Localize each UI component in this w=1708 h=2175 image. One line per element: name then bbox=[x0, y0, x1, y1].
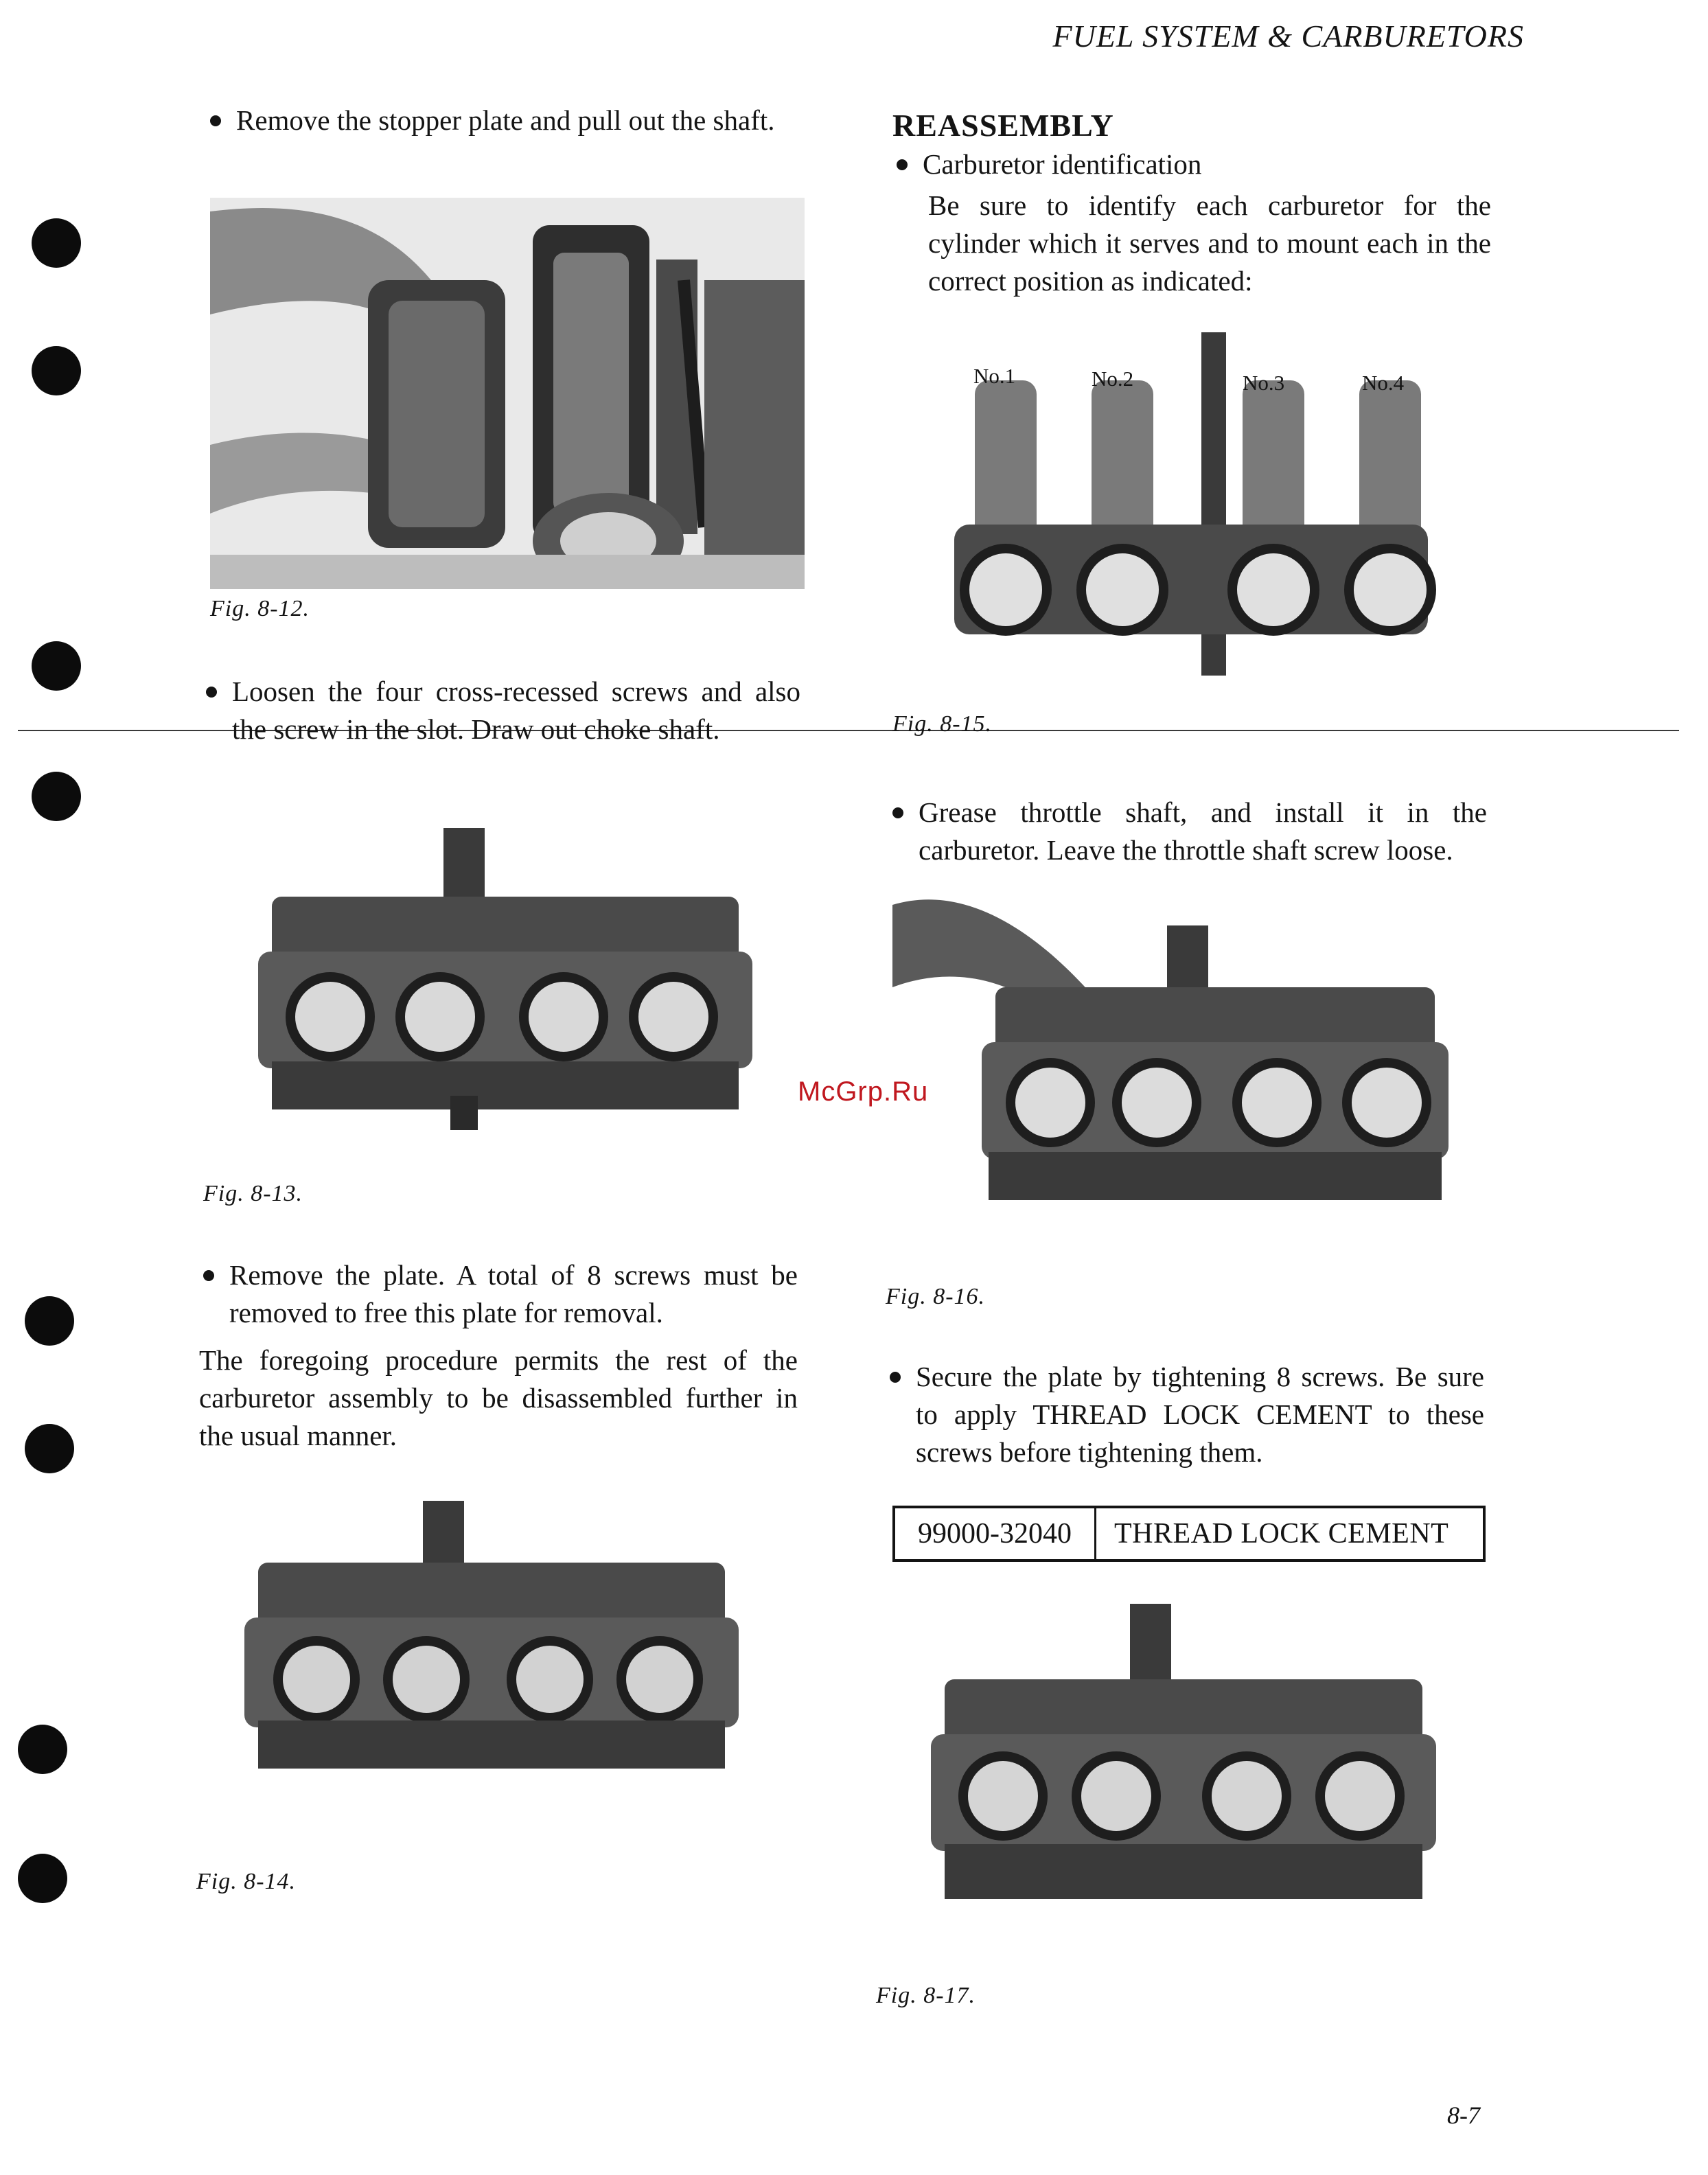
right-step-2-text: Grease throttle shaft, and install it in the carburetor. Leave the throttle shaft screw loose. bbox=[919, 796, 1487, 866]
bullet-icon bbox=[892, 807, 903, 818]
carb-label-no4: No.4 bbox=[1362, 371, 1405, 395]
punch-hole bbox=[18, 1854, 67, 1903]
fig-8-17-caption: Fig. 8-17. bbox=[876, 1983, 976, 2008]
left-step-1 bbox=[210, 102, 805, 139]
photo-fig-8-14 bbox=[238, 1501, 746, 1789]
left-step-3-text: Remove the plate. A total of 8 screws must be removed to free this plate for removal. bbox=[229, 1259, 798, 1328]
bullet-icon bbox=[897, 159, 908, 170]
left-step-2 bbox=[206, 673, 800, 748]
thread-lock-spec-box bbox=[892, 1506, 1486, 1562]
carb-label-no1: No.1 bbox=[973, 364, 1016, 388]
punch-hole bbox=[32, 346, 81, 395]
bullet-icon bbox=[206, 687, 217, 698]
watermark-text: McGrp.Ru bbox=[798, 1077, 929, 1107]
fig-8-13-caption: Fig. 8-13. bbox=[203, 1181, 303, 1206]
carb-label-no3: No.3 bbox=[1243, 371, 1285, 395]
carb-label-no2: No.2 bbox=[1092, 367, 1134, 391]
photo-fig-8-16 bbox=[892, 884, 1455, 1221]
photo-fig-8-17 bbox=[924, 1604, 1443, 1926]
spec-part-number: 99000-32040 bbox=[895, 1508, 1096, 1559]
fig-8-16-caption: Fig. 8-16. bbox=[886, 1284, 986, 1309]
bullet-icon bbox=[890, 1372, 901, 1383]
right-step-1-body: Be sure to identify each carburetor for the cylinder which it serves and to mount each in the correct position as indicated: bbox=[928, 189, 1491, 297]
punch-hole bbox=[32, 218, 81, 268]
fig-8-15-caption: Fig. 8-15. bbox=[892, 711, 993, 737]
carburetor-disassembly-photo bbox=[210, 198, 805, 589]
left-step-3 bbox=[203, 1256, 798, 1332]
spec-part-name: THREAD LOCK CEMENT bbox=[1114, 1518, 1449, 1550]
right-step-1 bbox=[897, 146, 1491, 183]
page-number: 8-7 bbox=[1447, 2102, 1480, 2129]
plate-secured-photo bbox=[924, 1604, 1443, 1926]
photo-fig-8-12 bbox=[210, 198, 805, 589]
carburetor-bank-photo bbox=[244, 828, 766, 1130]
section-header: FUEL SYSTEM & CARBURETORS bbox=[1052, 19, 1524, 54]
reassembly-title: REASSEMBLY bbox=[892, 108, 1114, 143]
fig-8-12-caption: Fig. 8-12. bbox=[210, 596, 310, 621]
bullet-icon bbox=[203, 1270, 214, 1281]
punch-hole bbox=[32, 772, 81, 821]
left-step-2-text: Loosen the four cross-recessed screws and also the screw in the slot. Draw out choke shaft. bbox=[232, 676, 800, 745]
right-step-1-head: Carburetor identification bbox=[923, 148, 1202, 180]
left-step-1-text: Remove the stopper plate and pull out the shaft. bbox=[236, 104, 775, 136]
photo-fig-8-13 bbox=[244, 828, 766, 1130]
punch-hole bbox=[25, 1296, 74, 1346]
punch-hole bbox=[25, 1424, 74, 1473]
right-step-3-text: Secure the plate by tightening 8 screws. Be sure to apply THREAD LOCK CEMENT to these screws before tightening them. bbox=[916, 1361, 1484, 1468]
carburetor-bank-plate-removed-photo bbox=[238, 1501, 746, 1789]
throttle-shaft-install-photo bbox=[892, 884, 1455, 1221]
bullet-icon bbox=[210, 115, 221, 126]
right-step-3 bbox=[890, 1358, 1484, 1471]
left-note: The foregoing procedure permits the rest of the carburetor assembly to be disassembled further in the usual manner. bbox=[199, 1344, 798, 1451]
punch-hole bbox=[32, 641, 81, 691]
fig-8-14-caption: Fig. 8-14. bbox=[196, 1869, 297, 1894]
right-step-2 bbox=[892, 794, 1487, 869]
punch-hole bbox=[18, 1725, 67, 1774]
